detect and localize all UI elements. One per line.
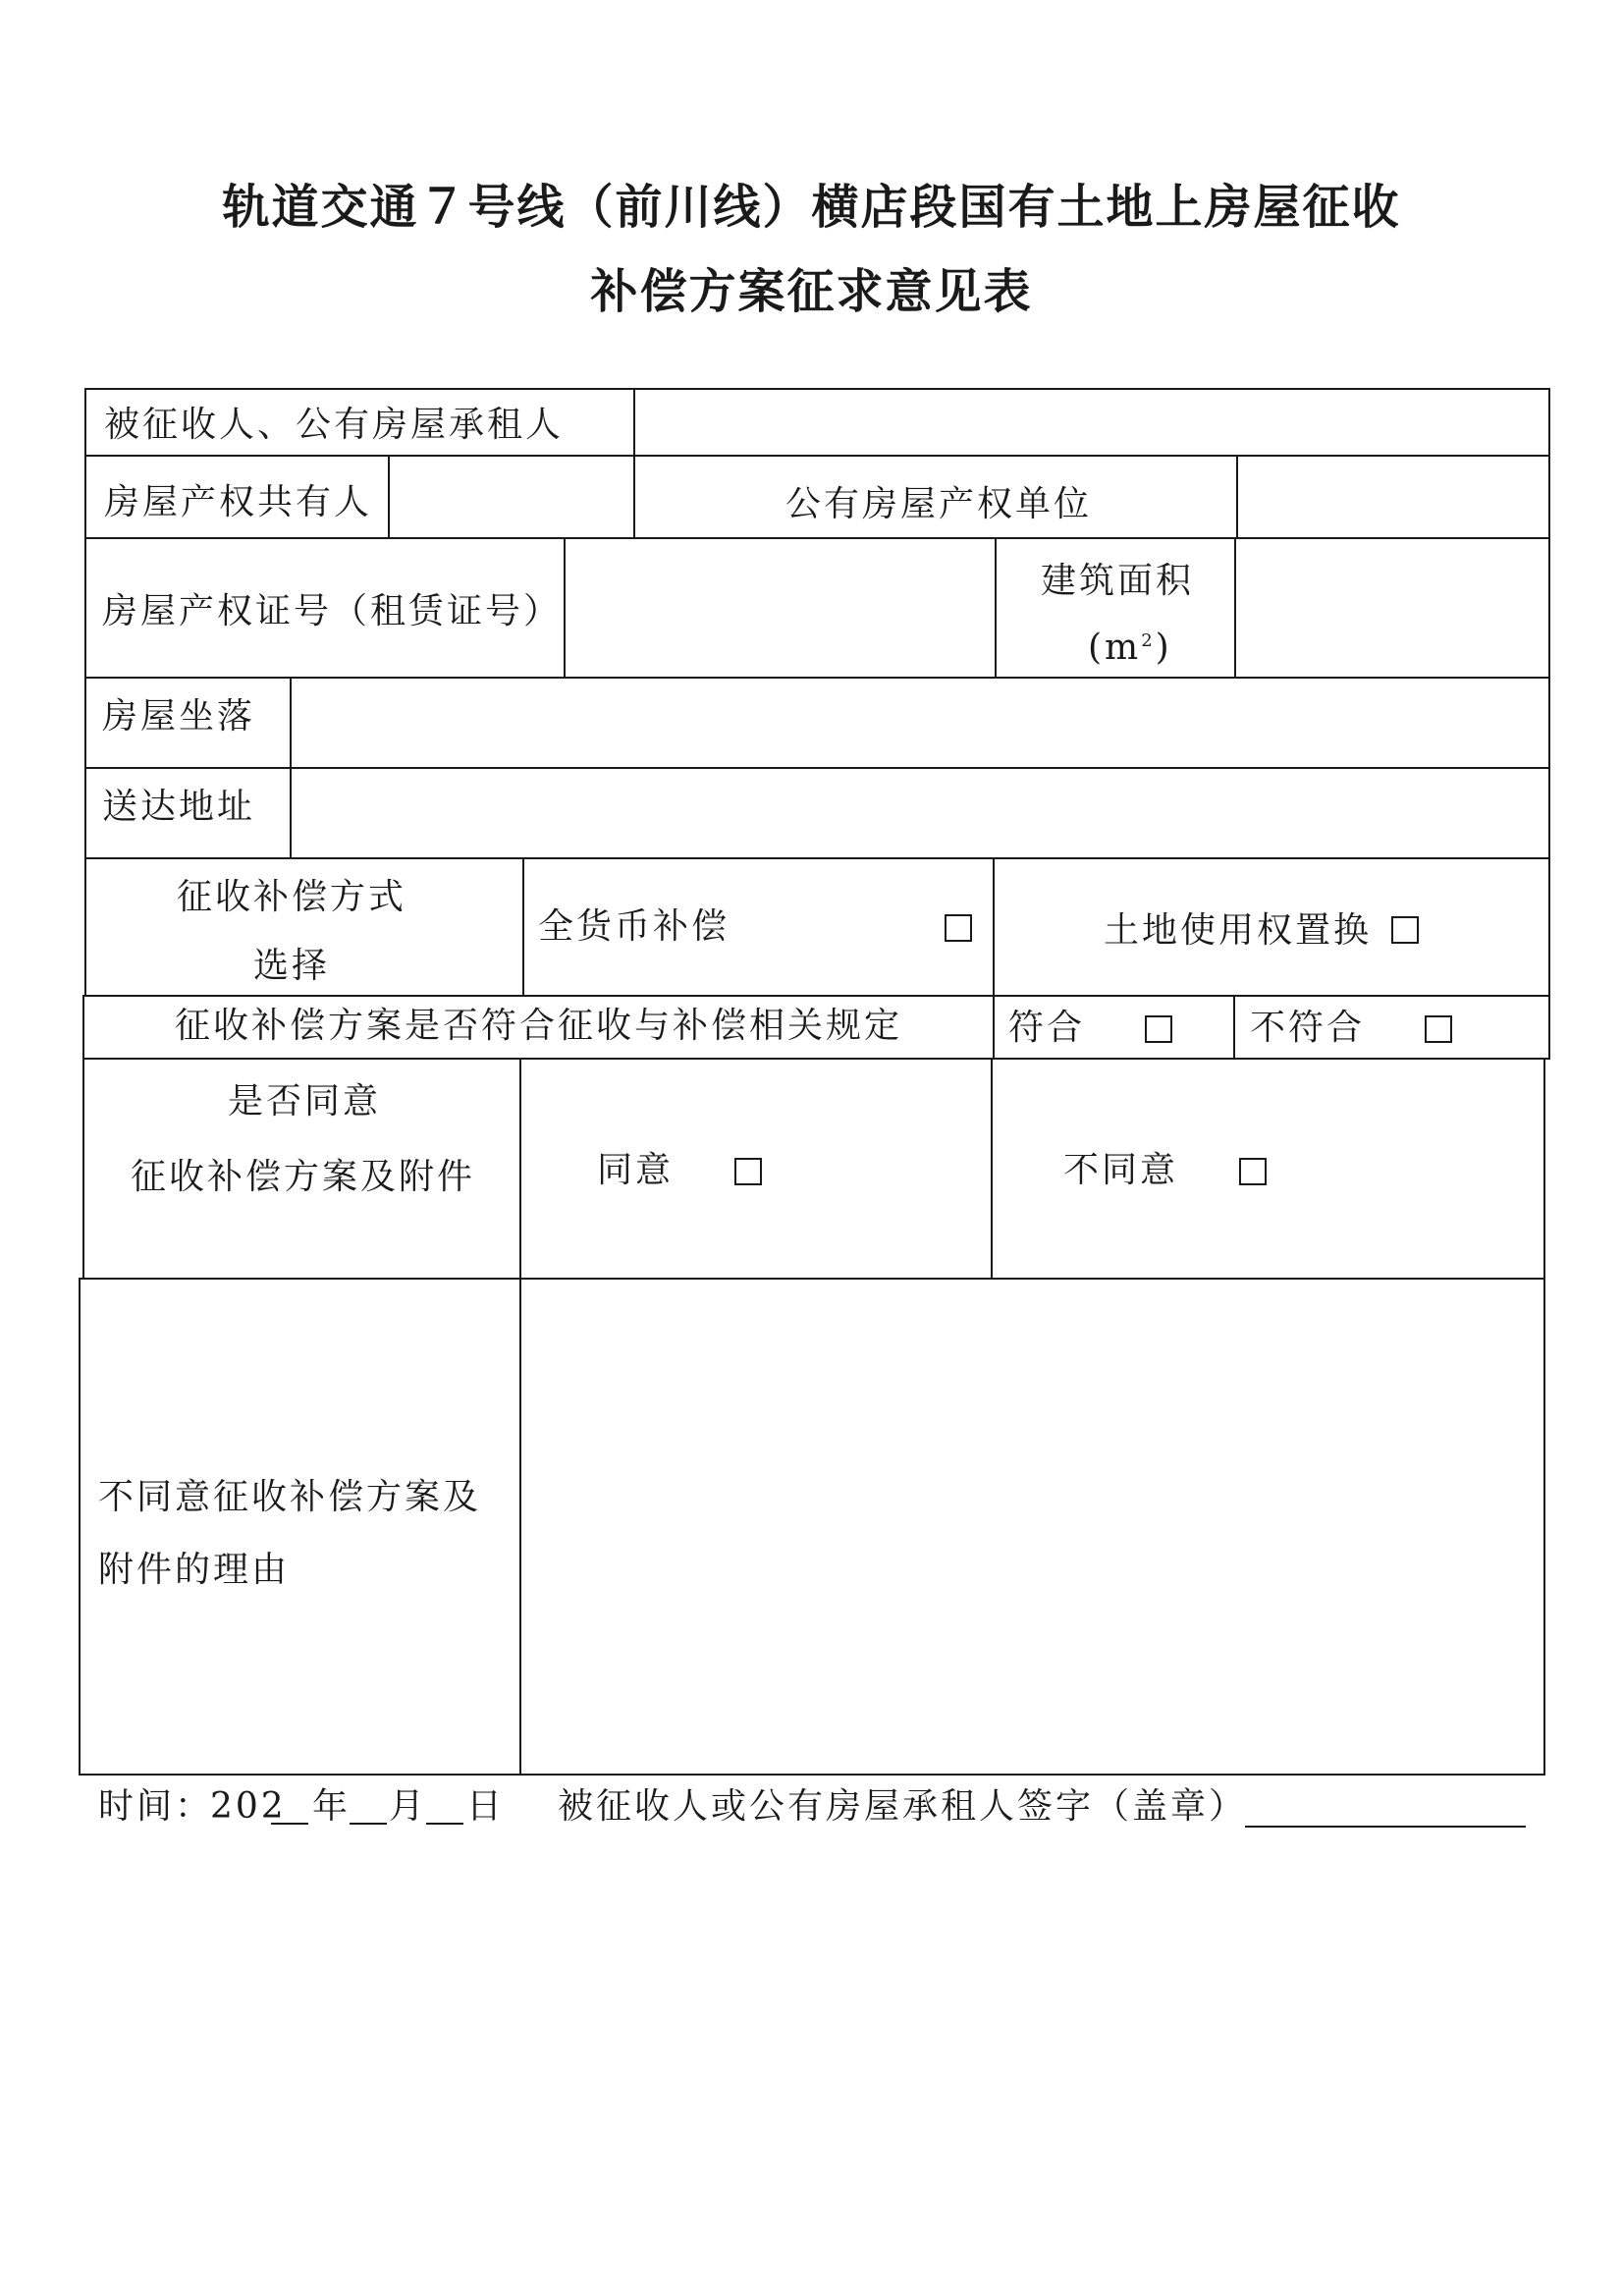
form-title-line2: 补偿方案征求意见表	[590, 264, 1033, 319]
building-area-label: 建筑面积	[1041, 561, 1195, 601]
land-use-swap-checkbox[interactable]	[1391, 916, 1419, 944]
delivery-address-field[interactable]	[292, 769, 1547, 856]
agree-label: 同意	[597, 1150, 675, 1190]
monetary-compensation-checkbox[interactable]	[945, 914, 972, 942]
certificate-number-label: 房屋产权证号（租赁证号）	[102, 591, 563, 631]
non-compliant-label: 不符合	[1250, 1008, 1366, 1048]
non-compliant-checkbox[interactable]	[1425, 1015, 1452, 1043]
consent-label: 是否同意	[228, 1081, 382, 1121]
compensation-method-label: 征收补偿方式	[177, 877, 407, 917]
public-property-unit-field[interactable]	[1238, 457, 1547, 536]
compliance-question: 征收补偿方案是否符合征收与补偿相关规定	[175, 1006, 903, 1046]
expropriated-person-label: 被征收人、公有房屋承租人	[104, 405, 565, 445]
agree-checkbox[interactable]	[734, 1158, 762, 1185]
disagree-reason-label: 不同意征收补偿方案及	[98, 1477, 482, 1517]
public-property-unit-label: 公有房屋产权单位	[785, 484, 1093, 524]
expropriated-person-field[interactable]	[635, 390, 1547, 454]
year-prefix: 202	[210, 1786, 287, 1827]
building-area-field[interactable]	[1236, 539, 1547, 676]
day-blank[interactable]	[426, 1823, 463, 1825]
signature-label: 被征收人或公有房屋承租人签字（盖章）	[558, 1786, 1248, 1827]
disagree-checkbox[interactable]	[1239, 1158, 1267, 1185]
monetary-compensation-label: 全货币补偿	[538, 906, 730, 947]
house-location-label: 房屋坐落	[102, 696, 256, 737]
form-title-line1: 轨道交通７号线（前川线）横店段国有土地上房屋征收	[222, 180, 1401, 235]
month-label: 月	[389, 1786, 428, 1827]
building-area-unit: $(m^2)$	[1088, 628, 1172, 668]
land-use-swap-label: 土地使用权置换	[1104, 910, 1373, 951]
disagree-reason-field[interactable]	[521, 1280, 1542, 1774]
time-label: 时间：	[98, 1786, 214, 1827]
disagree-reason-label-line2: 附件的理由	[98, 1550, 291, 1590]
co-owner-label: 房屋产权共有人	[104, 482, 373, 522]
certificate-number-field[interactable]	[566, 539, 994, 676]
compliant-label: 符合	[1008, 1008, 1086, 1048]
disagree-label: 不同意	[1063, 1150, 1179, 1190]
month-blank[interactable]	[350, 1823, 387, 1825]
delivery-address-label: 送达地址	[102, 787, 256, 827]
house-location-field[interactable]	[292, 679, 1547, 766]
year-blank[interactable]	[271, 1823, 308, 1825]
compliant-checkbox[interactable]	[1145, 1015, 1172, 1043]
signature-line[interactable]	[1245, 1826, 1526, 1828]
year-label: 年	[312, 1786, 352, 1827]
consent-label-line2: 征收补偿方案及附件	[131, 1157, 476, 1197]
co-owner-field[interactable]	[390, 457, 632, 536]
compensation-method-label-line2: 选择	[253, 946, 331, 986]
day-label: 日	[466, 1786, 506, 1827]
